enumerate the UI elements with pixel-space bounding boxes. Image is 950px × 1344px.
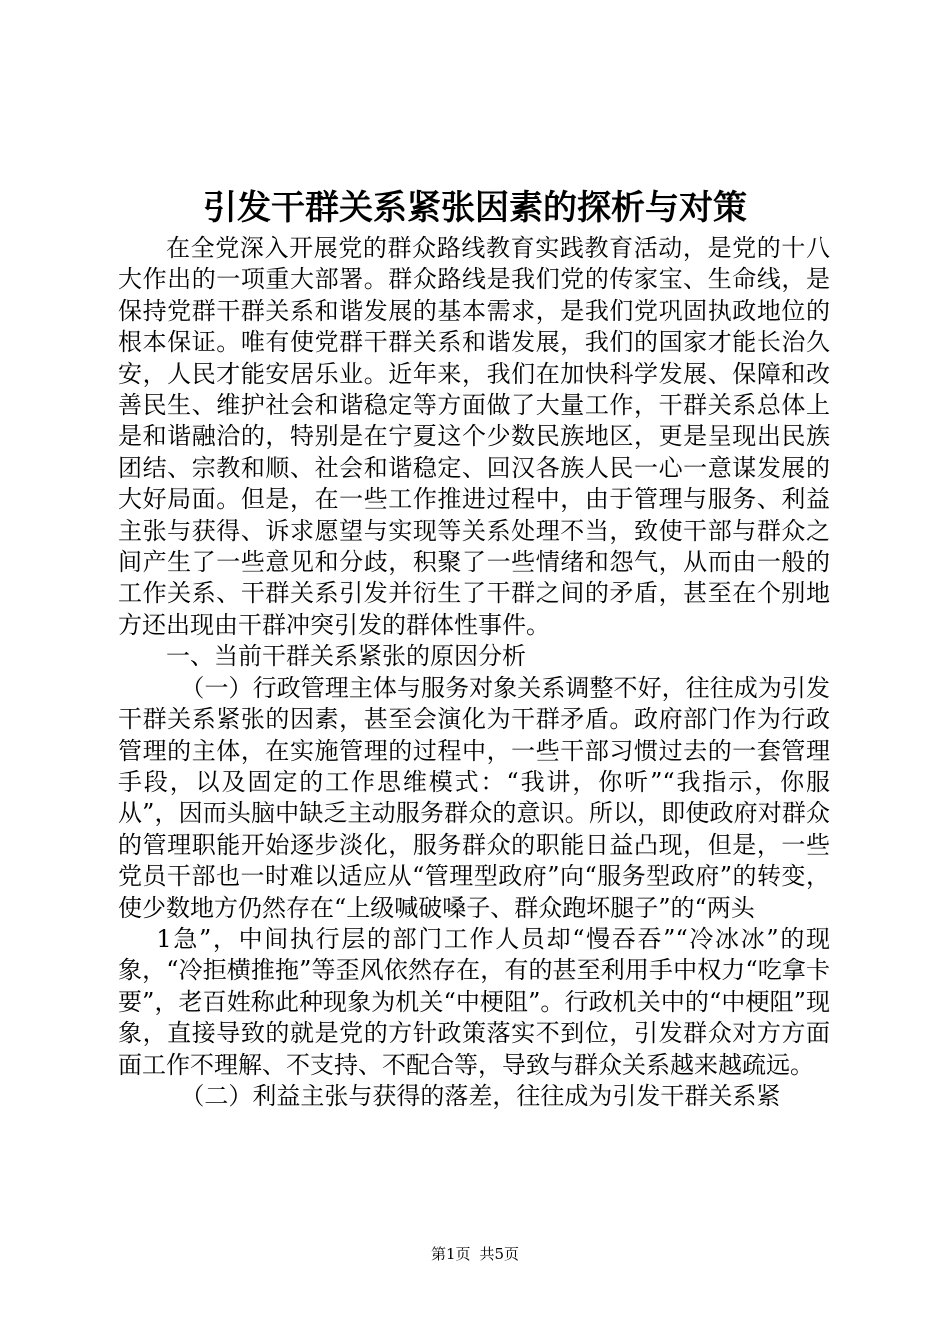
paragraph-subsection-1: （一）行政管理主体与服务对象关系调整不好，往往成为引发干群关系紧张的因素，甚至会演化为干群矛盾。政府部门作为行政管理的主体，在实施管理的过程中，一些干部习惯过去的一套管理手段，以及固定的工作思维模式：“我讲，你听”“我指示，你服从”，因而头脑中缺乏主动服务群众的意识。所以，即使政府对群众的管理职能开始逐步淡化，服务群众的职能日益凸现，但是，一些党员干部也一时难以适应从“管理型政府”向“服务型政府”的转变，使少数地方仍然存在“上级喊破嗓子、群众跑坏腿子”的“两头 bbox=[118, 673, 830, 922]
paragraph-continuation: 1急”，中间执行层的部门工作人员却“慢吞吞”“冷冰冰”的现象，“冷拒横推拖”等歪风依然存在，有的甚至利用手中权力“吃拿卡要”，老百姓称此种现象为机关“中梗阻”。行政机关中的“中梗阻”现象，直接导致的就是党的方针政策落实不到位，引发群众对方方面面工作不理解、不支持、不配合等，导致与群众关系越来越疏远。 bbox=[118, 924, 830, 1079]
paragraph-subsection-2: （二）利益主张与获得的落差，往往成为引发干群关系紧 bbox=[180, 1081, 781, 1110]
document-title: 引发干群关系紧张因素的探析与对策 bbox=[203, 188, 747, 228]
page-total: 共5页 bbox=[479, 1245, 520, 1263]
page-footer bbox=[0, 1244, 950, 1264]
page-number: 第1页 bbox=[430, 1245, 471, 1263]
document-body bbox=[118, 233, 830, 1112]
paragraph-intro: 在全党深入开展党的群众路线教育实践教育活动，是党的十八大作出的一项重大部署。群众路线是我们党的传家宝、生命线，是保持党群干群关系和谐发展的基本需求，是我们党巩固执政地位的根本保证。唯有使党群干群关系和谐发展，我们的国家才能长治久安，人民才能安居乐业。近年来，我们在加快科学发展、保障和改善民生、维护社会和谐稳定等方面做了大量工作，干群关系总体上是和谐融洽的，特别是在宁夏这个少数民族地区，更是呈现出民族团结、宗教和顺、社会和谐稳定、回汉各族人民一心一意谋发展的大好局面。但是，在一些工作推进过程中，由于管理与服务、利益主张与获得、诉求愿望与实现等关系处理不当，致使干部与群众之间产生了一些意见和分歧，积聚了一些情绪和怨气，从而由一般的工作关系、干群关系引发并衍生了干群之间的矛盾，甚至在个别地方还出现由干群冲突引发的群体性事件。 bbox=[118, 234, 830, 639]
section-heading: 一、当前干群关系紧张的原因分析 bbox=[166, 642, 526, 671]
